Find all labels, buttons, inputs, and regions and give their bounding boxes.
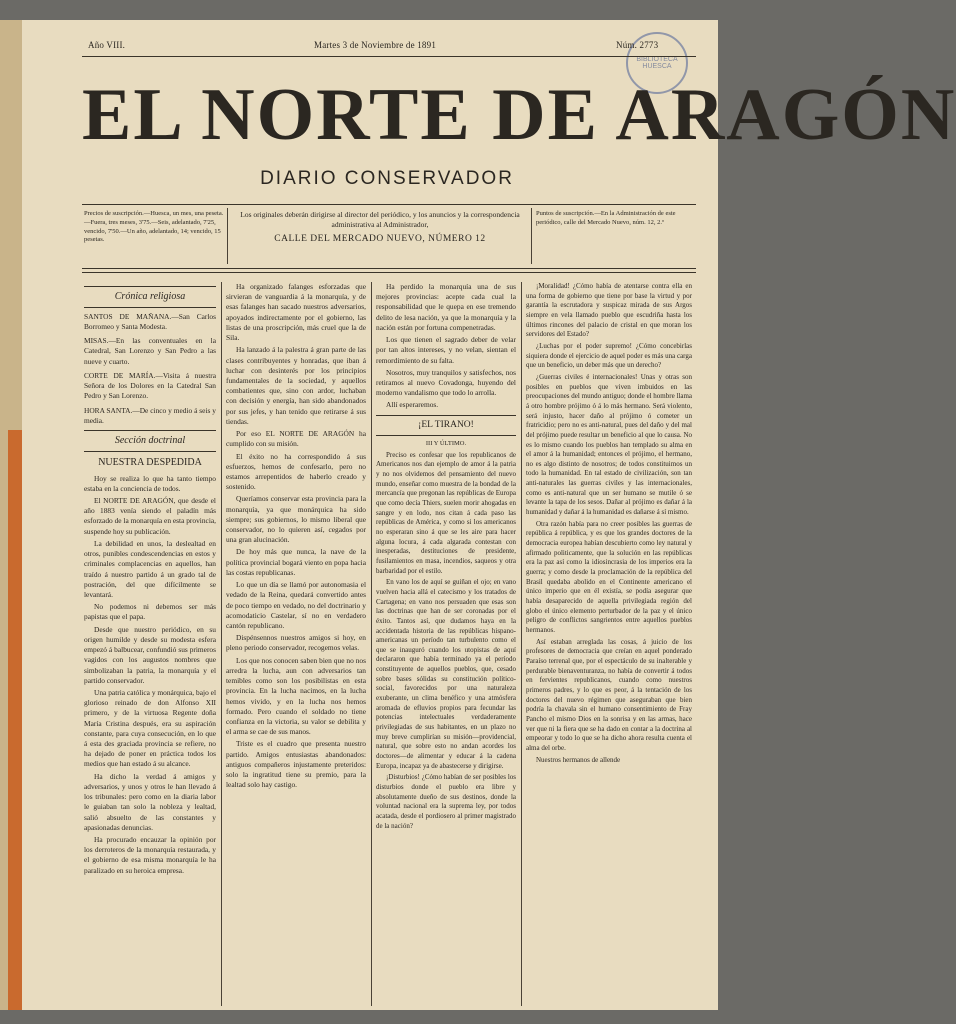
- article-paragraph: Ha perdido la monarquía una de sus mejores provincias: acepte cada cual la responsabilidad que le quepa en ese tremendo delito de lesa nación, ya que la monarquía y la nación están por fortuna compenetradas.: [376, 282, 516, 332]
- cronica-item: MISAS.—En las conventuales en la Catedral, San Lorenzo y San Pedro a las nueve y cuarto.: [84, 336, 216, 366]
- article-paragraph: ¿Guerras civiles é internacionales! Unas y otras son posibles en pueblos que viven imbuidos en las preocupaciones del mundo antiguo; donde el hombre llama á otro hombre prójimo ó á lo más hermano. Será violento, será injusto, hacer daño al prójimo ó cometer un fratricidio; pero no es anti-natural, pues del daño y del mal del prójimo puede resultar un beneficio al que lo causa. No es lo mismo cuando los pueblos han templado su alma en el amor á la humanidad; entonces el prójimo, el hermano, no es algo distinto de nosotros; de todos constituimos un todo la humanidad. En tal estado de civilización, son tan anti-naturales las guerras civiles y las internacionales, como es anti-natural que un ser humano se mutile ó se levante la tapa de los sesos. Dañar al prójimo es dañar á la humanidad y dañar á la humanidad es dañarse á sí mismo.: [526, 372, 692, 517]
- header-rule: [82, 56, 696, 57]
- correspondence-text: Los originales deberán dirigirse al director del periódico, y los anuncios y la correspondencia administrativa al Administrador,: [240, 210, 520, 230]
- column-divider: [371, 282, 372, 1006]
- cronica-heading: Crónica religiosa: [84, 286, 216, 308]
- article-paragraph: ¡Disturbios! ¿Cómo habían de ser posibles los disturbios donde el pueblo era libre y absolutamente dueño de sus destinos, donde la voluntad nacional era la suprema ley, por todos acatada, desde el pordiosero al primer magistrado de la nación?: [376, 773, 516, 830]
- article-paragraph: No podemos ni debemos ser más papistas que el papa.: [84, 602, 216, 622]
- article-paragraph: ¿Luchas por el poder supremo! ¿Cómo concebirlas siquiera donde el ejercicio de aquel poder es más una carga que un beneficio, un deber más que un derecho?: [526, 341, 692, 370]
- article-paragraph: Así estaban arreglada las cosas, á juicio de los profesores de democracia que creían en aquel ponderado Paraíso terrenal que, por el espectáculo de su inalterable y perdurable bienaventuranza, no había de convertir á todos en fervientes republicanos, cuando como nuestros primeros padres, y lo que es peor, á la tentación de los doctores del nuevo régimen que aseguraban que bien podría la chavala sin el humano consentimiento de Fray Pancho el mismo Dios en la sonrisa y en las armas, hace ver que ni la fiera que se ha dado en contar a la doctrina al empeorar y todo lo que se ha dicho ahora resulta cuenta el alma del orbe.: [526, 637, 692, 752]
- article-paragraph: Nuestros hermanos de allende: [536, 755, 621, 764]
- masthead-subtitle: DIARIO CONSERVADOR: [260, 168, 514, 189]
- info-divider: [227, 208, 228, 264]
- article-paragraph: Queríamos conservar esta provincia para la monarquía, ya que monárquica ha sido siempre; sus gobiernos, lo mismo liberal que conservador, no lo quieren así, cegados por una gran alucinación.: [226, 494, 366, 545]
- article-paragraph: La debilidad en unos, la deslealtad en otros, punibles condescendencias en estos y criminales complacencias en aquellos, han traído á nuestro partido á un grado tal de postración, del que difícilmente se levantará.: [84, 538, 216, 599]
- issue-number: Núm. 2773: [616, 40, 659, 50]
- article-paragraph: Allí esperaremos.: [386, 400, 439, 410]
- subscription-points-text: Puntos de suscripción.—En la Administración de este periódico, calle del Mercado Nuevo, núm. 12, 2.º: [536, 210, 676, 226]
- article-paragraph: Por eso EL NORTE DE ARAGÓN ha cumplido con su misión.: [226, 429, 366, 449]
- article-paragraph: Una patria católica y monárquica, bajo el glorioso reinado de don Alfonso XII primero, y de la virtuosa Regente doña María Cristina después, era su aspiración constante, para cuya consecución, en lo que á esta des graciada provincia se refiere, no ha dejado de poner en práctica todos los medios que han estado á su alcance.: [84, 687, 216, 769]
- column-3: [376, 282, 516, 1006]
- article-paragraph: Dispénsennos nuestros amigos si hoy, en pleno periodo conservador, recogemos velas.: [226, 633, 366, 653]
- issue-date: Martes 3 de Noviembre de 1891: [314, 40, 437, 50]
- article-paragraph: Triste es el cuadro que presenta nuestro partido. Amigos entusiastas abandonados: antiguos compañeros injustamente preteridos: solo la ingratitud tiene su premio, para la lealtad solo hay castigo.: [226, 739, 366, 790]
- column-4: [526, 282, 692, 1006]
- library-stamp-text: BIBLIOTECA HUESCA: [636, 56, 678, 70]
- cronica-item: CORTE DE MARÍA.—Visita á nuestra Señora de los Dolores en la Catedral San Pedro y San Lorenzo.: [84, 370, 216, 401]
- article-paragraph: ¡Moralidad! ¿Cómo había de atentarse contra ella en una forma de gobierno que tiene por base la virtud y por garantía la escrutadora y suspicaz mirada de sus Argos siempre en vela llamado pueblo que escudriña hasta los últimos rincones del palacio de cristal en que moran los servidores del Estado?: [526, 282, 692, 339]
- cronica-item: SANTOS DE MAÑANA.—San Carlos Borromeo y Santa Modesta.: [84, 311, 216, 332]
- article-paragraph: Lo que un día se llamó por autonomasia el vedado de la Reina, quedará convertido antes de poco tiempo en vedado, no del doctrinario y acomodaticio Castelar, sí no en verdadero cantón republicano.: [226, 580, 366, 630]
- subscription-prices: [84, 210, 224, 266]
- article-paragraph: Los que tienen el sagrado deber de velar por tan altos intereses, y no velan, sientan el remordimiento de su falta.: [376, 335, 516, 365]
- article-paragraph: Ha procurado encauzar la opinión por los derroteros de la monarquía restaurada, y el gobierno de esa misma monarquía le ha paralizado en su heroica empresa.: [84, 835, 216, 875]
- column-1: [84, 282, 216, 1006]
- article-paragraph: Hoy se realiza lo que ha tanto tiempo estaba en la conciencia de todos.: [84, 473, 216, 493]
- newspaper-page: [22, 20, 956, 1010]
- info-bottom-rule: [82, 268, 696, 269]
- column-2: [226, 282, 366, 1006]
- article-paragraph: Ha dicho la verdad á amigos y adversarios, y unos y otros le han llevado á los tribunales: pero como en la diaria labor le guiaban tan solo la nobleza y lealtad, salió absuelto de las constantes y apasionadas denuncias.: [84, 771, 216, 832]
- subscription-points: [536, 210, 684, 266]
- address-text: CALLE DEL MERCADO NUEVO, NÚMERO 12: [274, 234, 486, 245]
- column-divider: [221, 282, 222, 1006]
- article-paragraph: Nosotros, muy tranquilos y satisfechos, nos retiramos al nuevo Covadonga, huyendo del moderno vandalismo que todo lo arrolla.: [376, 367, 516, 398]
- seccion-heading: Sección doctrinal: [84, 430, 216, 452]
- tirano-heading: ¡EL TIRANO!: [376, 415, 516, 436]
- info-top-rule: [82, 204, 696, 205]
- correspondence-box: [232, 210, 528, 266]
- article-paragraph: Otra razón había para no creer posibles las guerras de república á república, y es que los grandes doctores de la democracia europea habían descubierto como ley natural y afirmado politicamente, que la solución en las repúblicas era la paz así como la idiosincrasia de los imperios era la guerra; y como desde la proclamación de la república del Brasil quedaba abolido en el Continente americano el único imperio que en él existía, se podía asegurar que había desaparecido de aquella privilegiada región del globo el único elemento perturbador de la paz y el único peligro de conflictos sangrientos entre aquellos pueblos hermanos.: [526, 519, 692, 634]
- cronica-item: HORA SANTA.—De cinco y medio á seis y media.: [84, 405, 216, 425]
- article-paragraph: Ha lanzado á la palestra á gran parte de las clases contribuyentes y honradas, que iban á luchar con desinterés por los principios fundamentales de la sociedad, y aquellos combatientes que, sino con ardor, luchaban con decisión y energía, han sido abandonados por sus jefes, y han tenido que retirarse á sus tiendas.: [226, 345, 366, 426]
- issue-year: Año VIII.: [88, 40, 126, 50]
- article-paragraph: Los que nos conocen saben bien que no nos arredra la lucha, aun con adversarios tan temibles como son los posibilistas en esta provincia. En la lucha nacimos, en la lucha hemos vivido, y en la lucha nos hemos formado. Pero cuando el soldado no tiene confianza en la victoria, su valor se debilita y el arma se cae de sus manos.: [226, 655, 366, 737]
- article-paragraph: El éxito no ha correspondido á sus esfuerzos, hemos de confesarlo, pero no estamos arrepentidos de haberlo creado y sostenido.: [226, 451, 366, 492]
- tirano-subheading: III Y ÚLTIMO.: [425, 439, 467, 447]
- info-bottom-rule: [82, 272, 696, 273]
- column-divider: [521, 282, 522, 1006]
- masthead-title: EL NORTE DE ARAGÓN: [82, 74, 956, 156]
- article-paragraph: Desde que nuestro periódico, en su origen humilde y desde su modesta esfera empezó á balbucear, confundió sus primeros vagidos con los augustos nombres que simbolizaban la patria, la monarquía y el partido conservador.: [84, 624, 216, 685]
- prices-text: Precios de suscripción.—Huesca, un mes, una peseta.—Fuera, tres meses, 3'75.—Seis, adelantado, 7'25, vencido, 7'50.—Un año, adelantado, 14; vencido, 15 pesetas.: [84, 210, 224, 244]
- article-paragraph: El NORTE DE ARAGÓN, que desde el año 1883 venía siendo el paladín más esforzado de la monarquía en esta provincia, suspende hoy su publicación.: [84, 496, 216, 536]
- info-divider: [531, 208, 532, 264]
- article-title: NUESTRA DESPEDIDA: [98, 456, 202, 468]
- article-paragraph: De hoy más que nunca, la nave de la política provincial bogará viento en popa hacia las costas republicanas.: [226, 547, 366, 577]
- article-paragraph: Preciso es confesar que los republicanos de Americanos nos dan ejemplo de amor á la patria y no nos olvidemos del pensamiento del nuevo mundo, enseñar como muestra de la bondad de la mercancía que pregonan las repúblicas de Europa que como decía Thiers, suelen morir ahogadas en sangre y en lodo, nos citan á cada paso las repúblicas de América, y como si los americanos no esperaran sino á que se les aire para hacer alguna locura, á cada algarada contestan con inesperadas, destituciones de presidente, fusilamientos en masa, incendios, saqueos y otra barbaridad por el estilo.: [376, 450, 516, 575]
- article-paragraph: Ha organizado falanges esforzadas que sirvieran de vanguardia á la monarquía, y de esas falanges han sacado nuestros adversarios, apoyados indirectamente por el gobierno, las listas de una proscripción, más cruel que la de Sila.: [226, 282, 366, 343]
- binding-tape: [8, 430, 22, 1010]
- article-paragraph: En vano los de aquí se guiñan el ojo; en vano vuelven hacia allá el catecismo y los tratados de Cartagena; en vano nos persuaden que esas son las doctrinas que han de ser coronadas por el éxito. Tantos así, que dudamos haya en la accidentada historia de las repúblicas hispano-americanas un período tan turbulento como el que se inauguró cuando los utopistas de aquí declararon que había terminado ya el período constituyente de aquellos pueblos, que, cesado sobre bases sólidas su constitución político-social, favorecidos por una naturaleza exuberante, un clima benéfico y una atmósfera aromada de efluvios propios para fecundar las potencias intelectuales verdaderamente privilegiadas de sus habitantes, en un plazo no muy breve cumplirían su misión—providencial, natural, que sobre esto no andan acordes los doctores—de alimentar y educar á la cadena Europa, incapaz ya de abastecerse y dirigirse.: [376, 578, 516, 770]
